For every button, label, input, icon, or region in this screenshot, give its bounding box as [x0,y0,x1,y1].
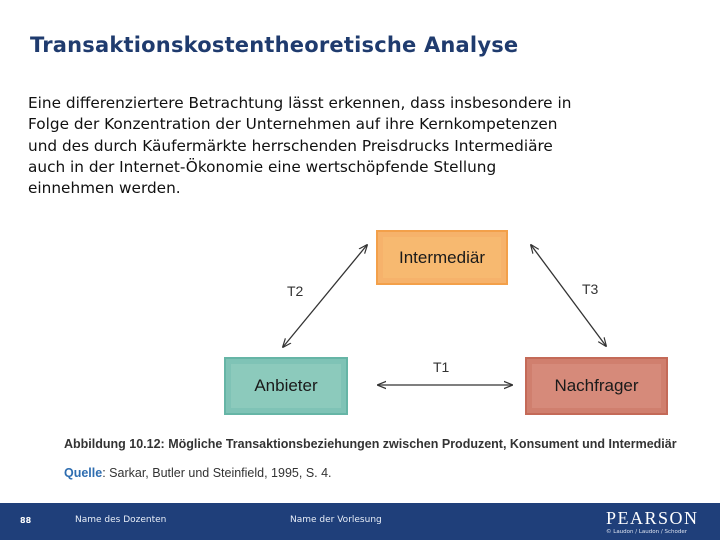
node-label: Intermediär [399,247,485,267]
page-number: 88 [20,516,32,525]
footer-vorlesung: Name der Vorlesung [290,515,382,525]
caption-text: Mögliche Transaktionsbeziehungen zwischen Produzent, Konsument und Intermediär [168,437,677,451]
node-intermediaer [376,230,508,285]
slide-title: Transaktionskostentheoretische Analyse [30,33,519,57]
footer-copyright: © Laudon / Laudon / Schoder [606,529,687,535]
body-line: Folge der Konzentration der Unternehmen auf ihre Kernkompetenzen [28,115,558,134]
caption-label: Abbildung 10.12: [64,437,165,451]
edge-label-t1: T1 [433,359,450,375]
node-anbieter [224,357,348,415]
body-line: und des durch Käufermärkte herrschenden Preisdrucks Intermediäre [28,136,553,155]
footer-bar [0,503,720,540]
body-line: Eine differenziertere Betrachtung lässt erkennen, dass insbesondere in [28,94,572,112]
edge-label-t3: T3 [582,281,599,297]
edge-label-t2: T2 [287,283,304,299]
body-line: einnehmen werden. [28,179,181,198]
source-label: Quelle [64,466,103,480]
node-label: Anbieter [254,376,318,395]
figure-caption [64,437,677,451]
figure-source [64,466,332,480]
node-nachfrager [525,357,668,415]
node-label: Nachfrager [554,376,639,395]
footer-dozent: Name des Dozenten [75,515,167,525]
source-text: : Sarkar, Butler und Steinfield, 1995, S. 4. [102,466,332,480]
body-line: auch in der Internet-Ökonomie eine wertschöpfende Stellung [28,157,497,176]
pearson-logo: PEARSON [606,508,699,528]
